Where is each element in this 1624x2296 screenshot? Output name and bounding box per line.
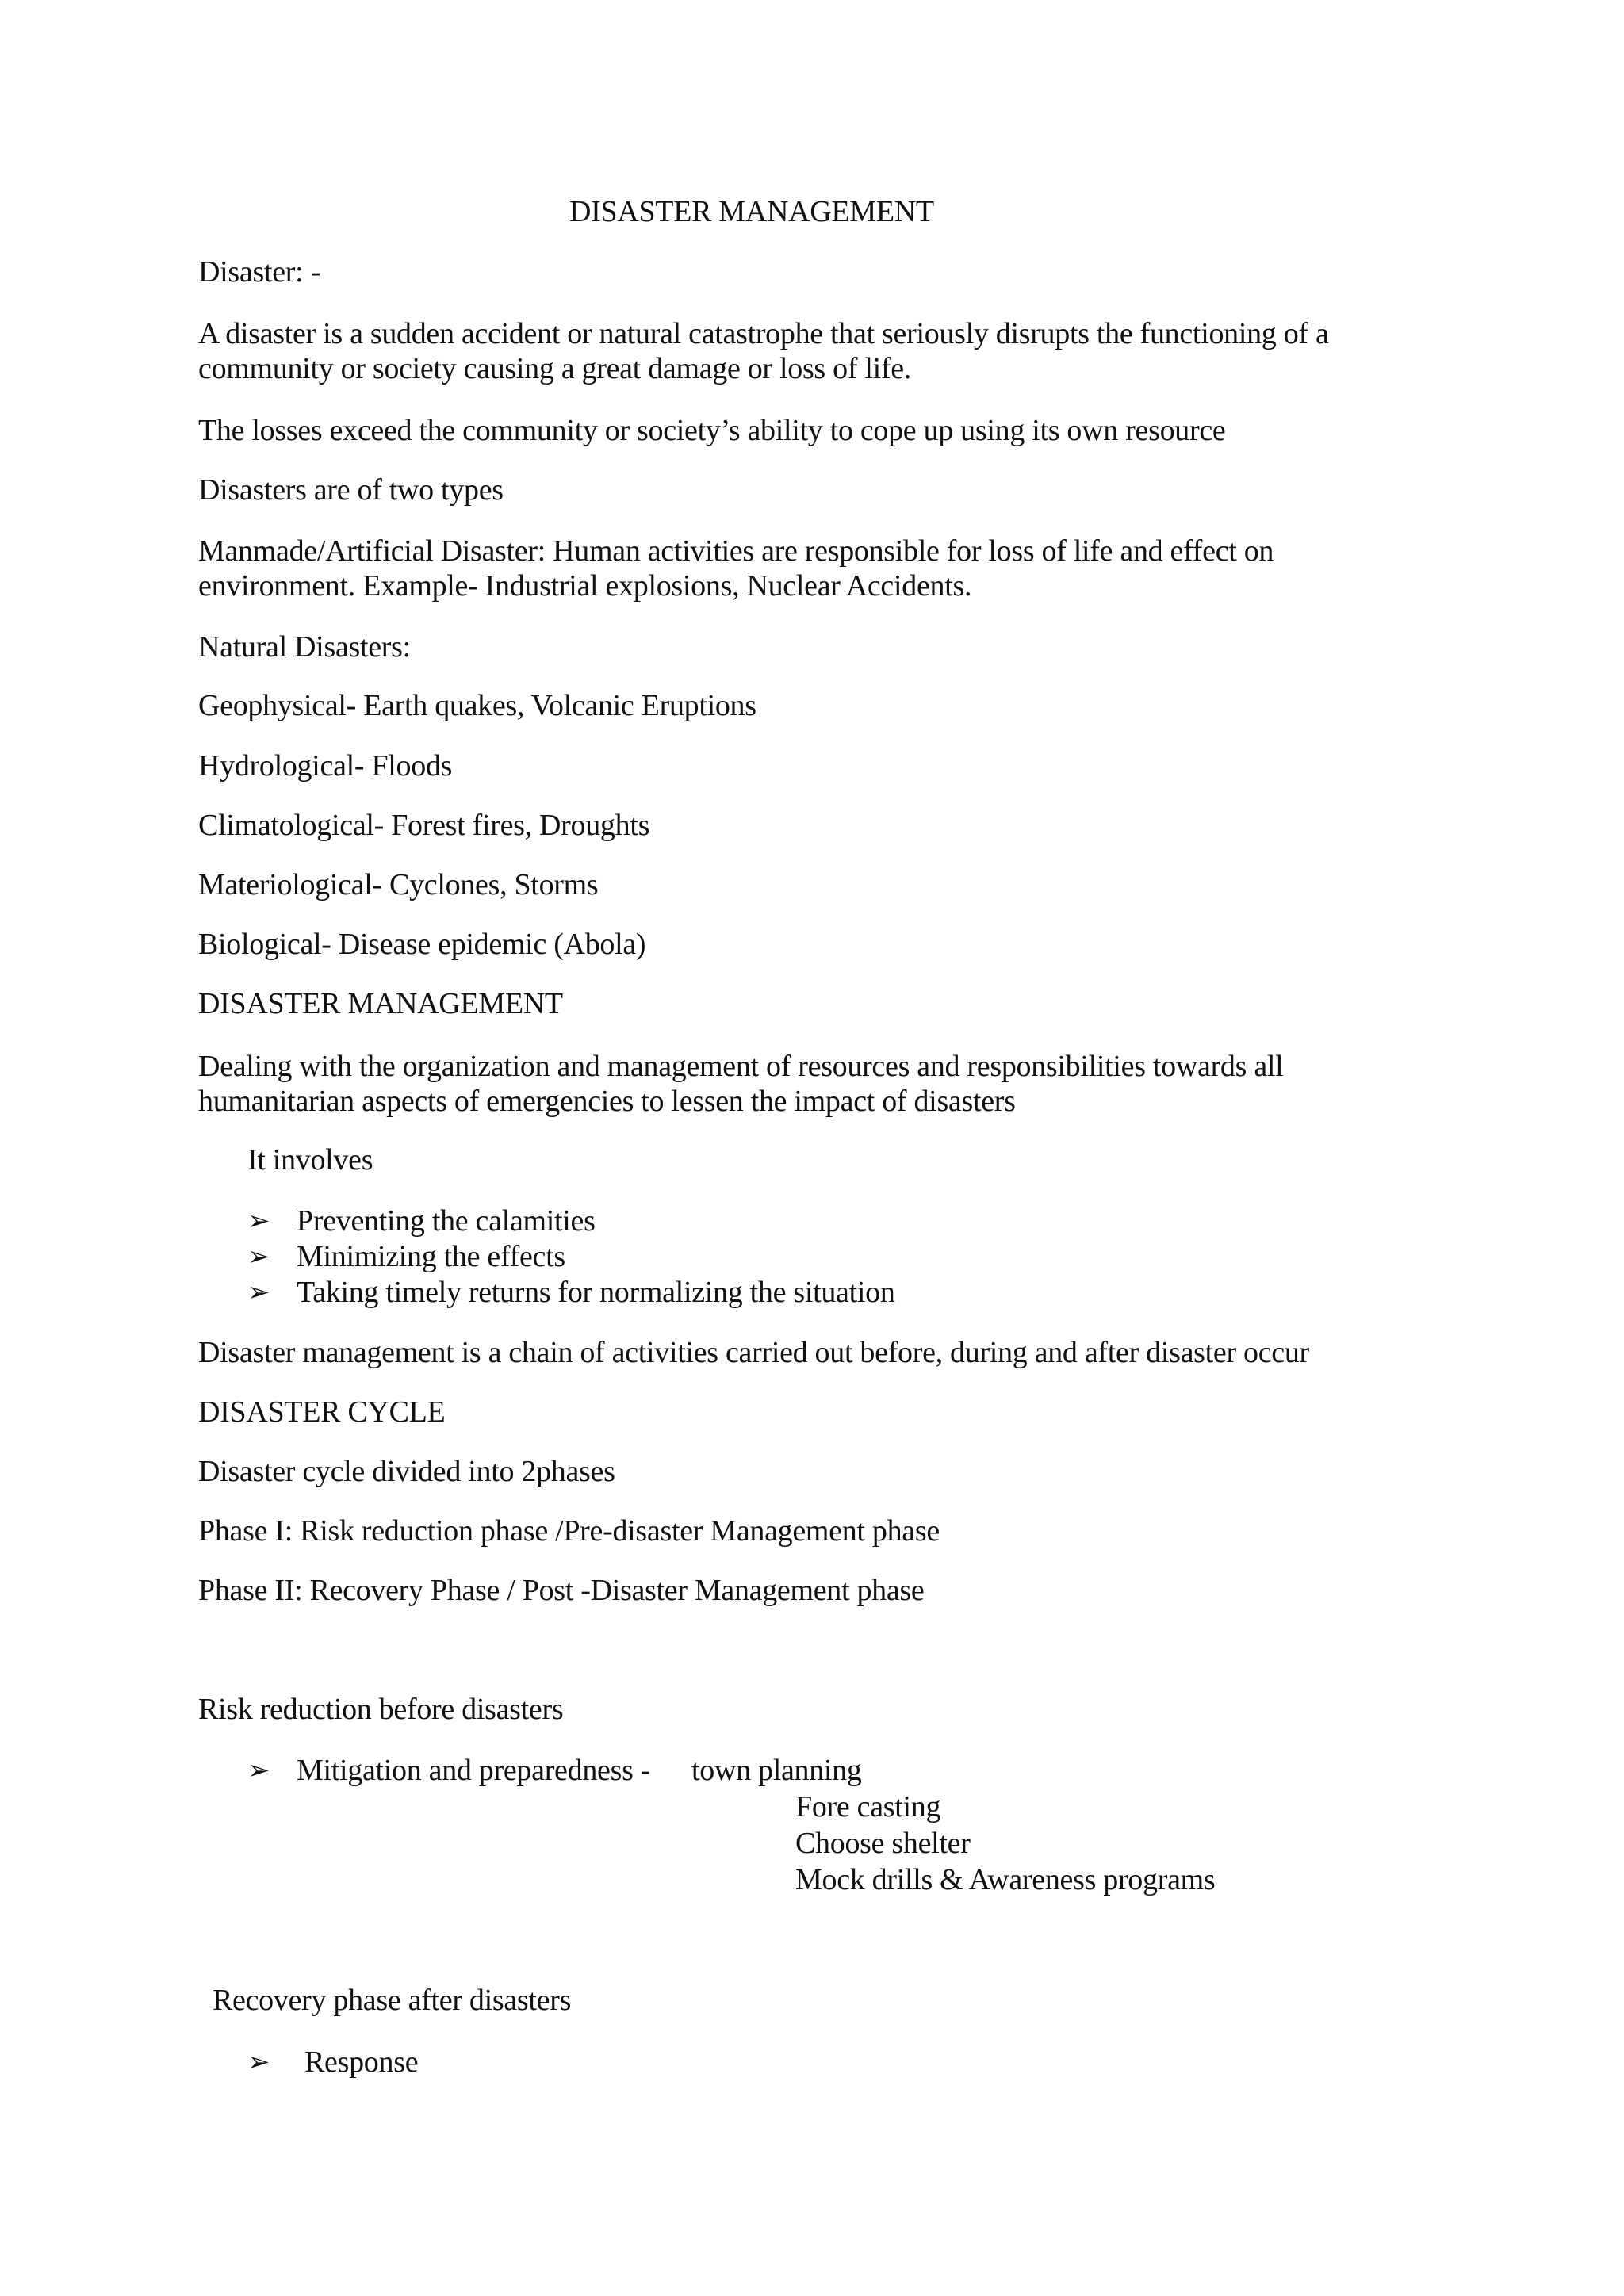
natural-type-geophysical: Geophysical- Earth quakes, Volcanic Eruptions — [198, 689, 756, 722]
chain-text: Disaster management is a chain of activities carried out before, during and after disaster occur — [198, 1336, 1309, 1369]
recovery-item: Response — [304, 2045, 419, 2079]
disaster-heading: Disaster: - — [198, 255, 320, 289]
involves-item: Taking timely returns for normalizing the situation — [297, 1276, 895, 1309]
bullet-arrow-icon: ➢ — [247, 1276, 270, 1308]
definition-line-2: community or society causing a great damage or loss of life. — [198, 352, 912, 385]
cycle-heading: DISASTER CYCLE — [198, 1395, 446, 1429]
mitigation-item: town planning — [691, 1754, 862, 1787]
risk-heading: Risk reduction before disasters — [198, 1693, 564, 1726]
page-title: DISASTER MANAGEMENT — [569, 195, 934, 228]
dm-heading: DISASTER MANAGEMENT — [198, 987, 563, 1020]
involves-item: Preventing the calamities — [297, 1204, 596, 1238]
dm-definition-line-2: humanitarian aspects of emergencies to lessen the impact of disasters — [198, 1085, 1016, 1118]
mitigation-item: Fore casting — [795, 1790, 941, 1823]
bullet-arrow-icon: ➢ — [247, 1241, 270, 1272]
bullet-arrow-icon: ➢ — [247, 2046, 270, 2078]
natural-type-materiological: Materiological- Cyclones, Storms — [198, 868, 599, 901]
natural-type-climatological: Climatological- Forest fires, Droughts — [198, 809, 650, 842]
phase-2: Phase II: Recovery Phase / Post -Disaster Management phase — [198, 1574, 925, 1607]
manmade-line-1: Manmade/Artificial Disaster: Human activities are responsible for loss of life and effect on — [198, 534, 1274, 568]
phase-1: Phase I: Risk reduction phase /Pre-disaster Management phase — [198, 1514, 940, 1548]
losses-text: The losses exceed the community or society’s ability to cope up using its own resource — [198, 414, 1226, 447]
involves-label: It involves — [247, 1143, 373, 1177]
bullet-arrow-icon: ➢ — [247, 1205, 270, 1237]
types-intro: Disasters are of two types — [198, 473, 504, 507]
natural-type-biological: Biological- Disease epidemic (Abola) — [198, 928, 646, 961]
recovery-heading: Recovery phase after disasters — [213, 1984, 572, 2017]
mitigation-label: Mitigation and preparedness - — [297, 1754, 651, 1787]
bullet-arrow-icon: ➢ — [247, 1755, 270, 1786]
definition-line-1: A disaster is a sudden accident or natural catastrophe that seriously disrupts the functioning of a — [198, 317, 1329, 350]
dm-definition-line-1: Dealing with the organization and management of resources and responsibilities towards all — [198, 1050, 1284, 1083]
mitigation-item: Choose shelter — [795, 1827, 971, 1860]
natural-type-hydrological: Hydrological- Floods — [198, 749, 453, 783]
cycle-intro: Disaster cycle divided into 2phases — [198, 1455, 615, 1488]
involves-item: Minimizing the effects — [297, 1240, 565, 1273]
natural-heading: Natural Disasters: — [198, 630, 411, 664]
manmade-line-2: environment. Example- Industrial explosions, Nuclear Accidents. — [198, 569, 972, 603]
mitigation-item: Mock drills & Awareness programs — [795, 1863, 1216, 1896]
